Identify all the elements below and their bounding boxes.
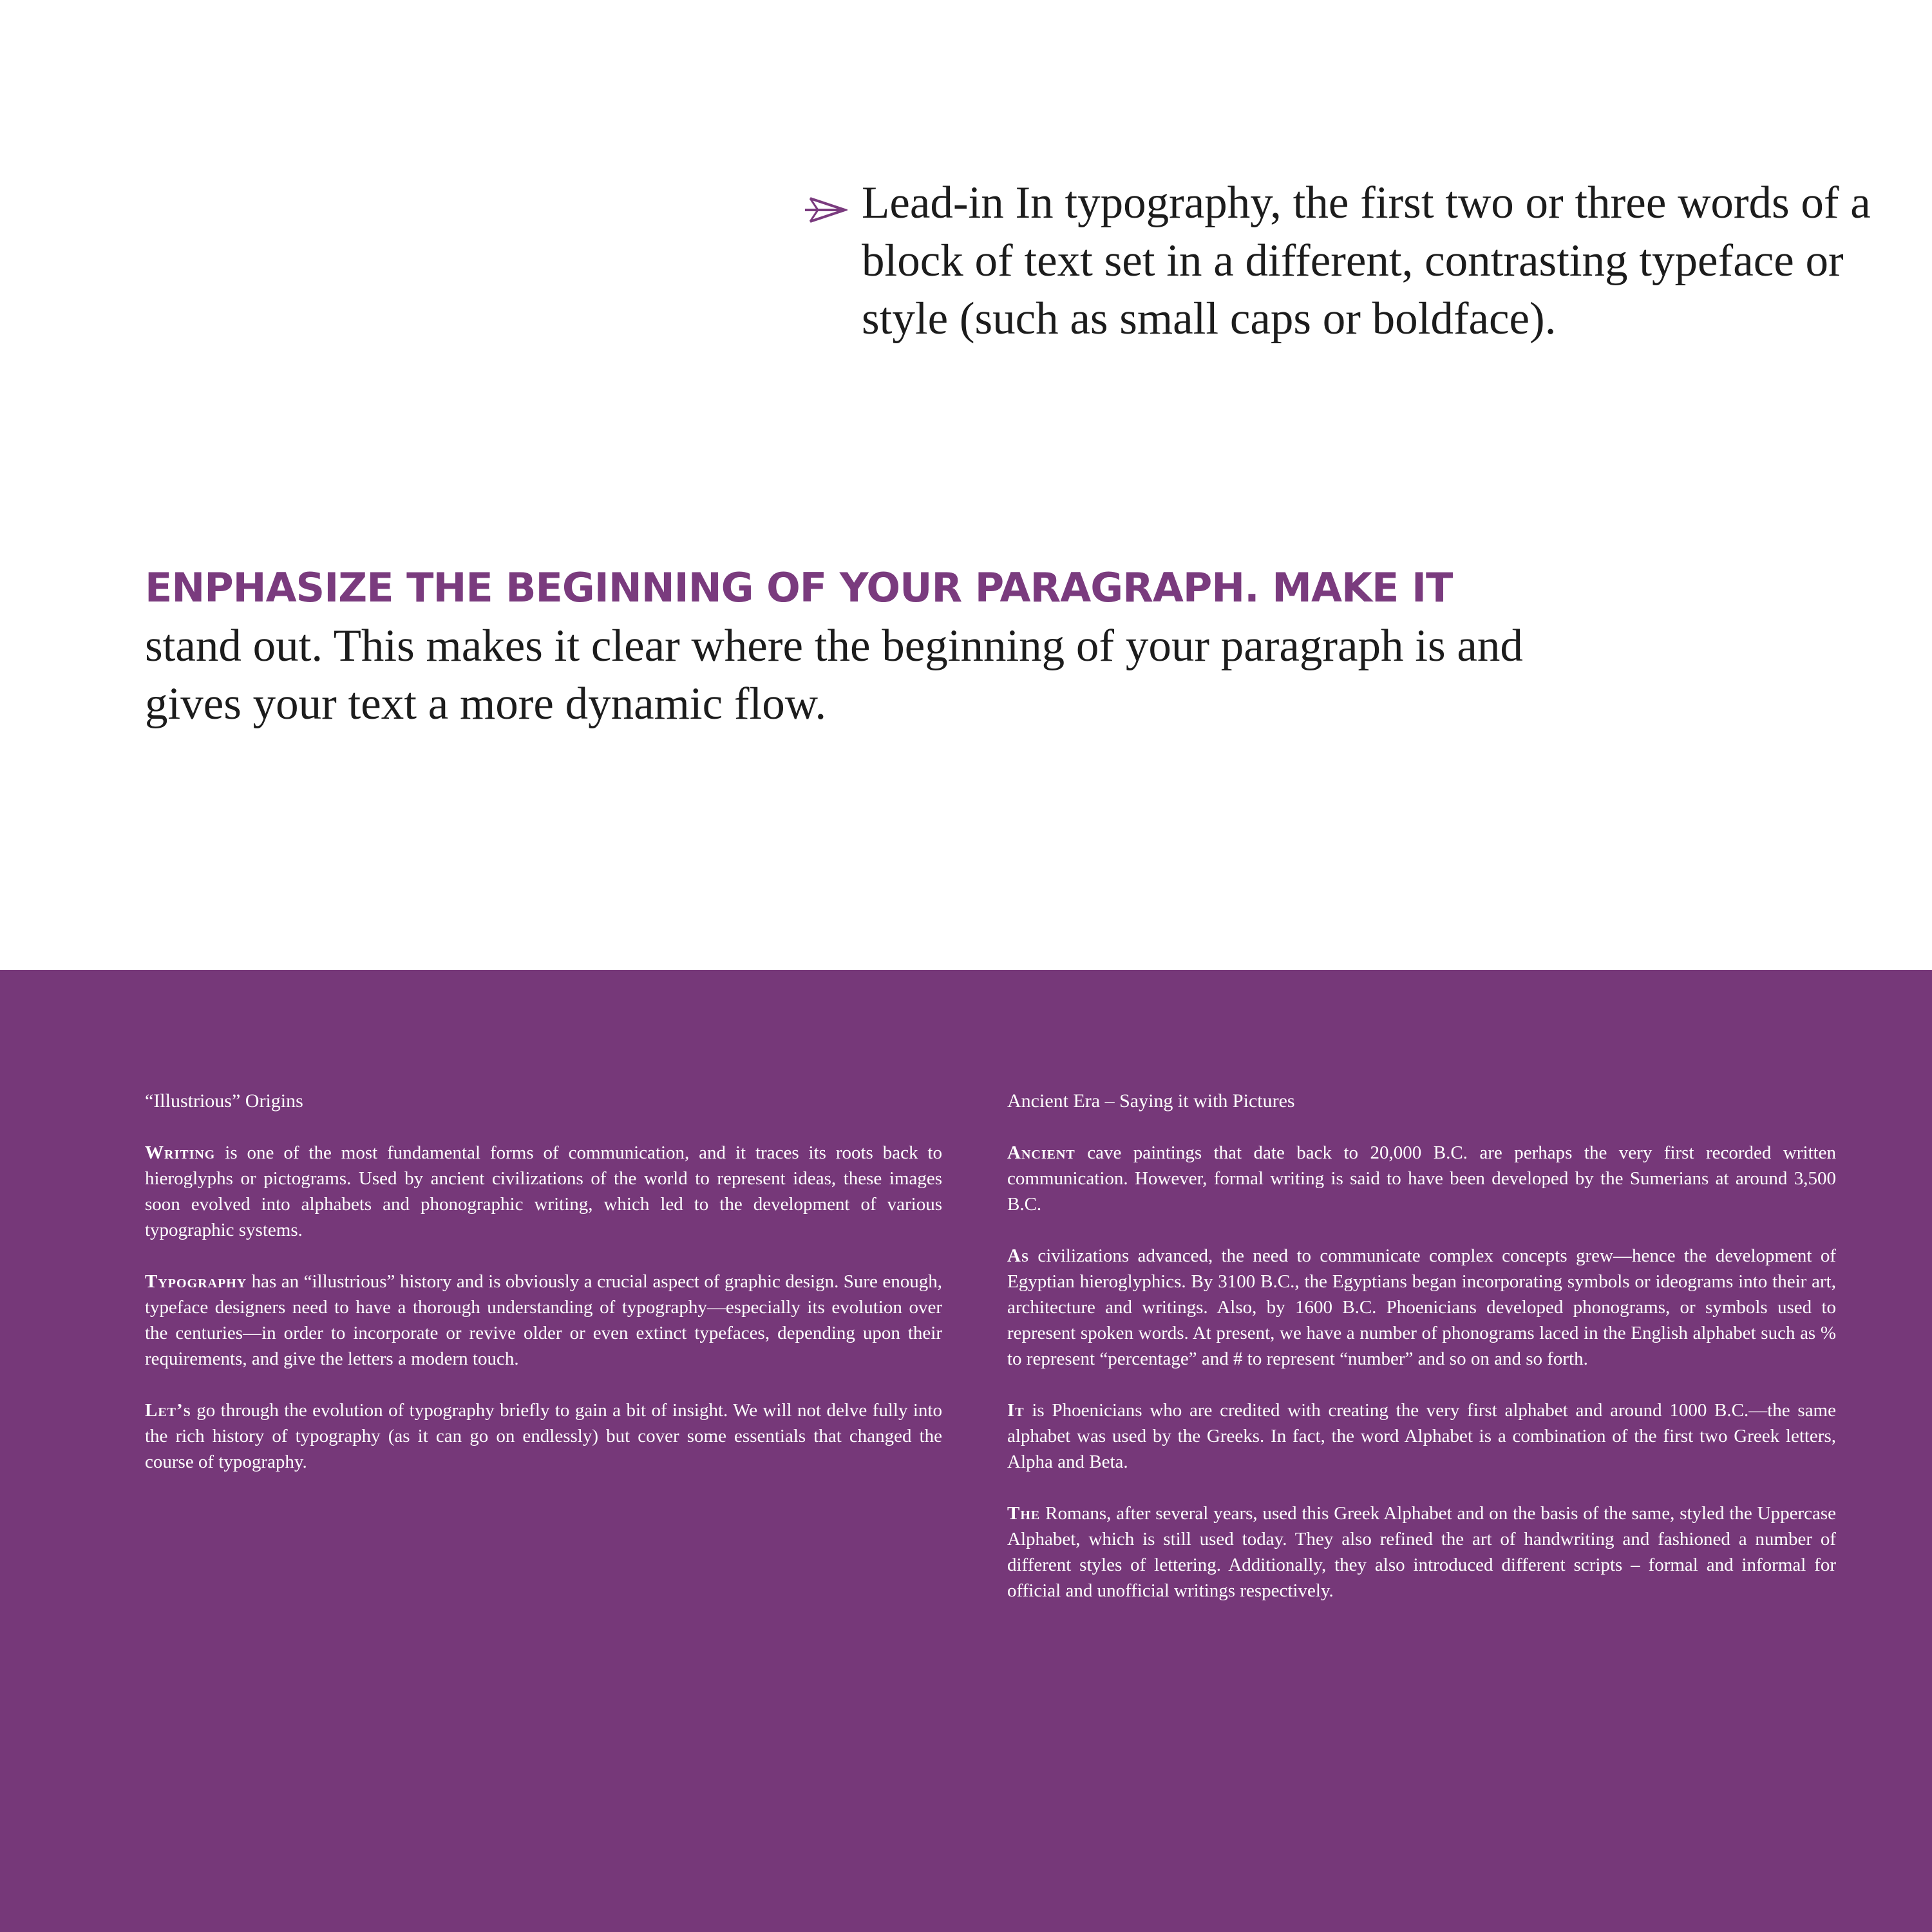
paragraph-text: Romans, after several years, used this Greek Alphabet and on the basis of the same, styled the Uppercase Alphabet, which is still used today. They also refined the art of handwriting and fashioned a number of different styles of lettering. Additionally, they also introduced different scripts – formal and informal for official and unofficial writings respectively. (1007, 1503, 1836, 1601)
paragraph-lead-in: The (1007, 1503, 1041, 1524)
paragraph (145, 1140, 942, 1243)
paragraph (145, 1397, 942, 1475)
left-column (145, 1088, 942, 1501)
paragraph-lead-in: Typography (145, 1271, 247, 1292)
paragraph-lead-in: Writing (145, 1142, 216, 1163)
paragraph-text: is one of the most fundamental forms of communication, and it traces its roots back to hieroglyphs or pictograms. Used by ancient civilizations of the world to represent ideas, these images soon evolved into alphabets and phonographic writing, which led to the development of various typographic systems. (145, 1142, 942, 1240)
paragraph (1007, 1397, 1836, 1475)
arrow-right-icon (804, 196, 848, 224)
paragraph-lead-in: Let’s (145, 1400, 191, 1421)
paragraph-lead-in: It (1007, 1400, 1025, 1421)
right-column (1007, 1088, 1836, 1629)
paragraph-text: has an “illustrious” history and is obviously a crucial aspect of graphic design. Sure enough, typeface designers need to have a thorough understanding of typography—especially its evolution over the centuries—in order to incorporate or revive older or even extinct typefaces, depending upon their requirements, and give the letters a modern touch. (145, 1271, 942, 1369)
emphasis-body: stand out. This makes it clear where the beginning of your paragraph is and gives your text a more dynamic flow. (145, 621, 1523, 729)
definition-text: Lead-in In typography, the first two or three words of a block of text set in a different, contrasting typeface or style (such as small caps or boldface). (862, 178, 1871, 344)
paragraph-text: is Phoenicians who are credited with creating the very first alphabet and around 1000 B.C.—the same alphabet was used by the Greeks. In fact, the word Alphabet is a combination of the first two Greek letters, Alpha and Beta. (1007, 1400, 1836, 1472)
paragraph-lead-in: Ancient (1007, 1142, 1075, 1163)
right-column-heading: Ancient Era – Saying it with Pictures (1007, 1090, 1295, 1112)
paragraph (1007, 1140, 1836, 1217)
paragraph (145, 1269, 942, 1372)
paragraph-text: go through the evolution of typography briefly to gain a bit of insight. We will not delve fully into the rich history of typography (as it can go on endlessly) but cover some essentials that changed the course of typography. (145, 1400, 942, 1472)
paragraph-text: civilizations advanced, the need to communicate complex concepts grew—hence the development of Egyptian hieroglyphics. By 3100 B.C., the Egyptians began incorporating symbols or ideograms into their art, architecture and writings. Also, by 1600 B.C. Phoenicians developed phonograms, or symbols used to represent spoken words. At present, we have a number of phonograms laced in the English alphabet such as % to represent “percentage” and # to represent “number” and so on and so forth. (1007, 1245, 1836, 1369)
emphasis-example (145, 559, 1530, 733)
emphasis-lead-in: ENPHASIZE THE BEGINNING OF YOUR PARAGRAPH. MAKE IT (145, 564, 1453, 611)
paragraph (1007, 1501, 1836, 1604)
paragraph (1007, 1243, 1836, 1372)
paragraph-text: cave paintings that date back to 20,000 B.C. are perhaps the very first recorded written communication. However, formal writing is said to have been developed by the Sumerians at around 3,500 B.C. (1007, 1142, 1836, 1215)
paragraph-lead-in: As (1007, 1245, 1030, 1266)
left-column-heading: “Illustrious” Origins (145, 1090, 303, 1112)
